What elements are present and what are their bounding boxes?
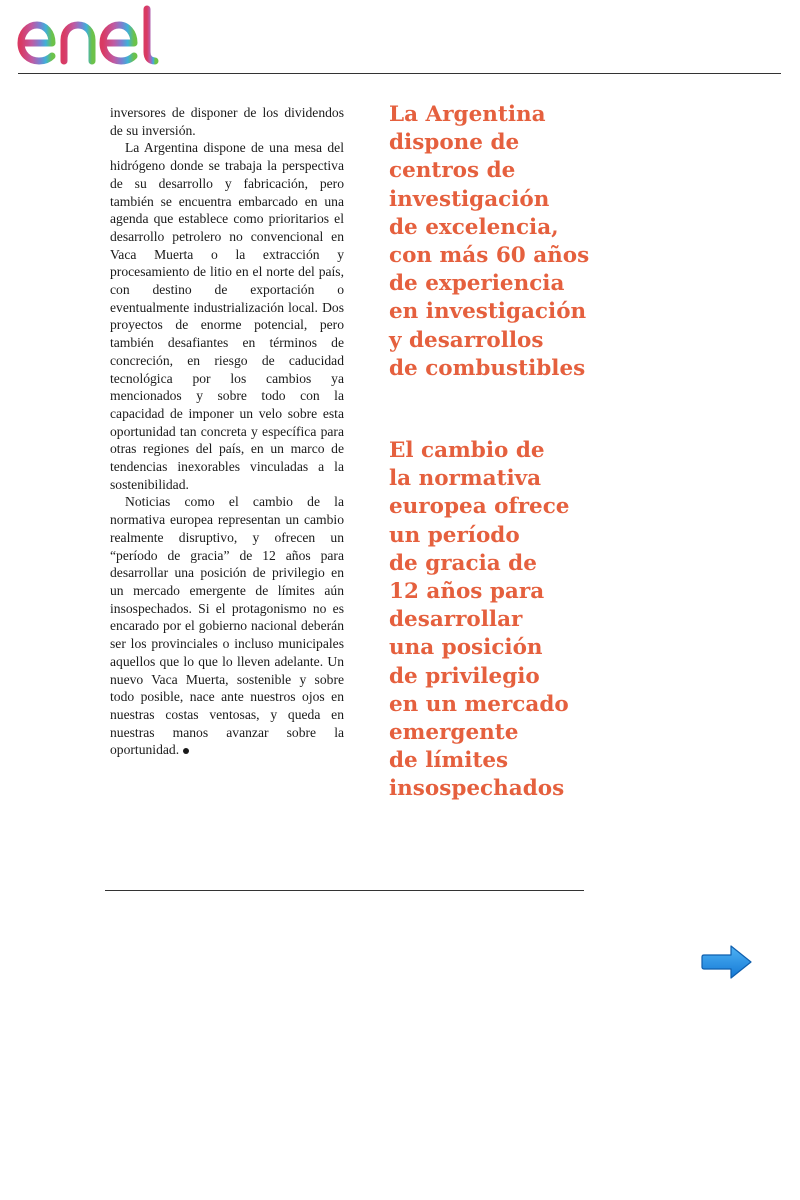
pull-quote-line: de privilegio [389,663,540,689]
pull-quote-line: la normativa [389,466,542,492]
pull-quote-line: dispone de [389,130,520,156]
pull-quote-line: desarrollar [389,607,523,633]
pull-quote-line: El cambio de [389,438,545,463]
header-divider [18,73,781,74]
pull-quote-line: emergente [389,720,519,746]
pull-quote-line: una posición [389,635,543,661]
pull-quote-line: de gracia de [389,550,537,576]
footer-divider [105,890,584,891]
pull-quote-line: 12 años para [389,579,545,605]
pull-quote-line: investigación [389,186,550,212]
pull-quote-research [389,101,604,383]
pull-quote-line: en un mercado [389,691,569,717]
end-mark-icon [183,748,189,754]
article-body [110,104,344,759]
pull-quote-regulation [389,437,604,804]
pull-quote-line: y desarrollos [389,327,544,353]
enel-logo [16,4,184,68]
pull-quote-line: de excelencia, [389,214,559,240]
pull-quote-line: insospechados [389,776,565,802]
article-paragraph-last [110,493,344,759]
article-paragraph-text: Noticias como el cambio de la normativa europea representan un cambio realmente disruptivo, y ofrecen un “período de gracia” de 12 años para desarrollar una posición de privilegio en un mercado emergente de límites aún insospechados. Si el protagonismo no es encarado por el gobierno nacional deberán ser los provinciales o incluso municipales aquellos que lo que lo lleven adelante. Un nuevo Vaca Muerta, sostenible y sobre todo posible, nace ante nuestros ojos en nuestras costas ventosas, y queda en nuestras manos avanzar sobre la oportunidad. [110,494,344,758]
arrow-right-icon[interactable] [701,944,753,980]
pull-quote-line: centros de [389,158,516,184]
article-paragraph: La Argentina dispone de una mesa del hidrógeno donde se trabaja la perspectiva de su desarrollo y fabricación, pero también se encuentra embarcado en una agenda que establece como prioritarios el desarrollo petrolero no convencional en Vaca Muerta o la extracción y procesamiento de litio en el norte del país, con destino de exportación o eventualmente industrialización local. Dos proyectos de enorme potencial, pero también desafiantes en términos de concreción, en riesgo de caducidad tecnológica por los cambios ya mencionados y sobre todo con la capacidad de imponer un velo sobre esta oportunidad tan concreta y específica para otras regiones del país, en un marco de tendencias inexorables vinculadas a la sostenibilidad. [110,140,344,492]
pull-quote-line: de límites [389,748,509,774]
article-paragraph: inversores de disponer de los dividendos de su inversión. [110,105,344,138]
pull-quote-line: de experiencia [389,271,565,297]
pull-quote-line: de combustibles [389,355,586,381]
pull-quote-line: con más 60 años [389,243,590,269]
pull-quote-line: La Argentina [389,102,546,127]
pull-quote-line: un período [389,522,520,548]
pull-quote-line: europea ofrece [389,494,570,520]
pull-quote-line: en investigación [389,299,587,325]
